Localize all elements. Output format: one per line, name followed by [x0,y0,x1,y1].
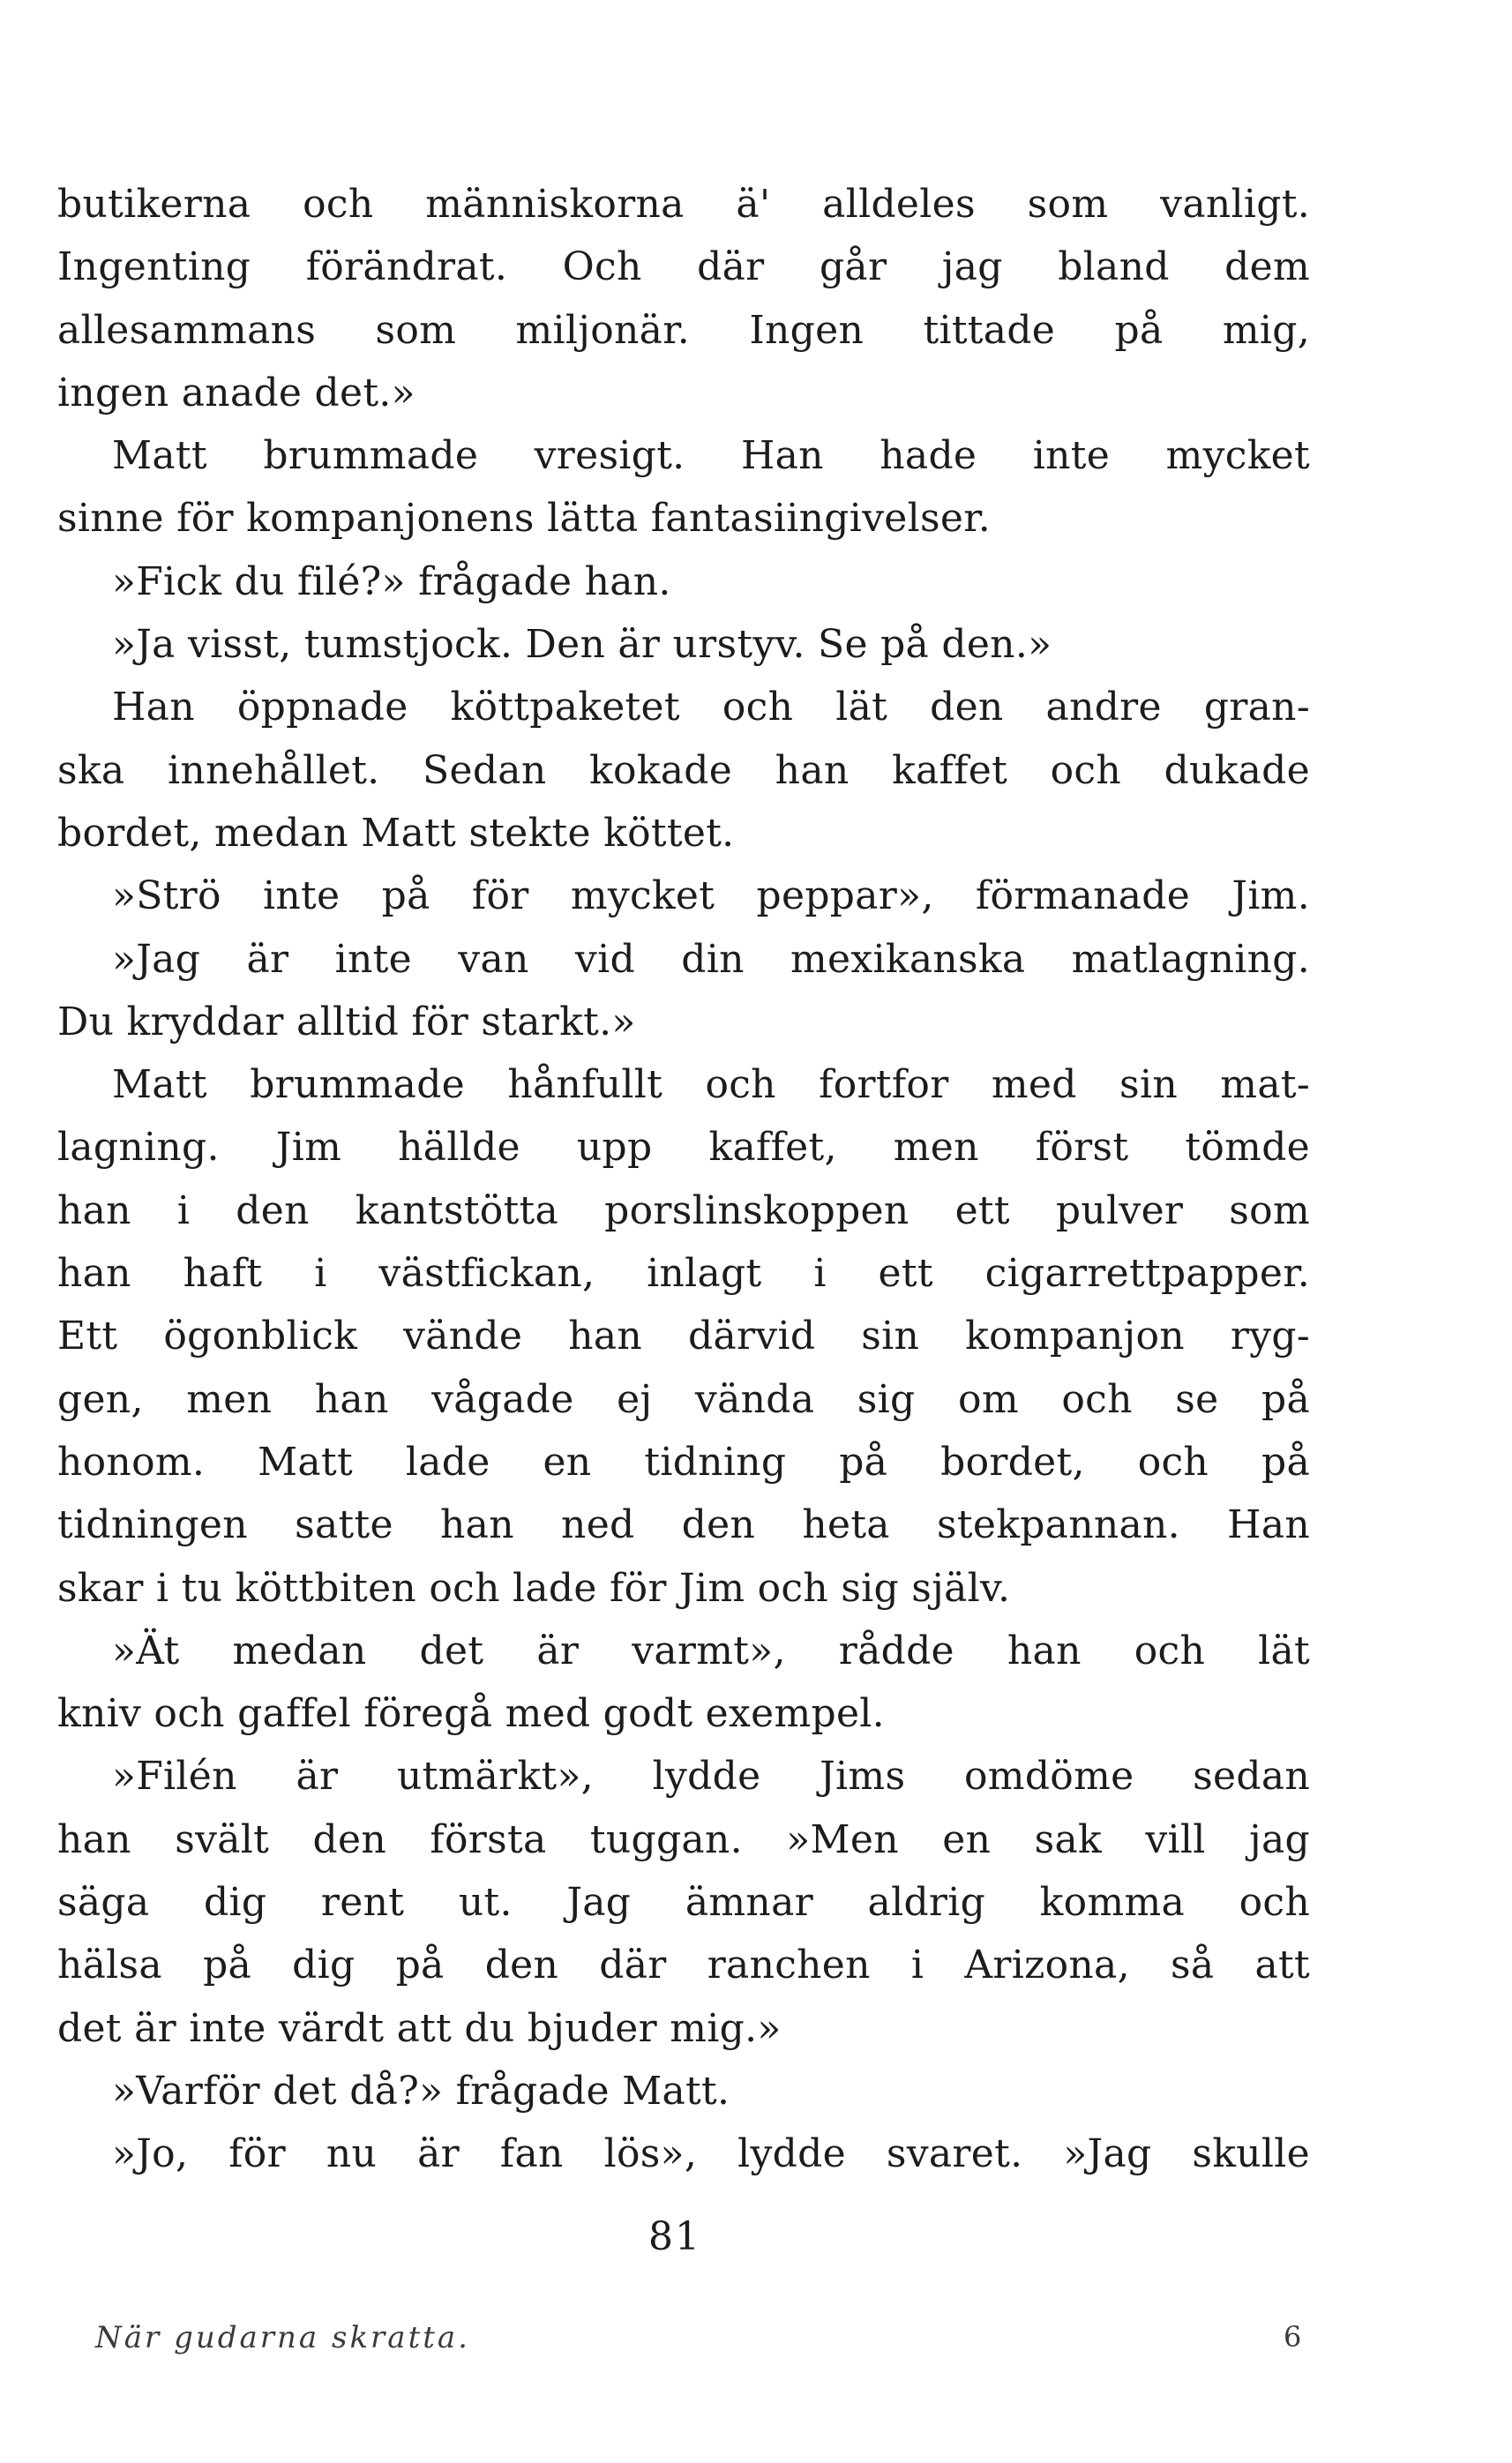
text-line: han haft i västfickan, inlagt i ett cigarrettpapper. [57,1251,1310,1297]
text-line: ska innehållet. Sedan kokade han kaffet och dukade [57,747,1310,793]
text-line: Ingenting förändrat. Och där går jag bland dem [57,244,1310,290]
text-line: Han öppnade köttpaketet och lät den andre gran- [112,685,1310,730]
text-line: »Fick du filé?» frågade han. [112,558,671,604]
text-line: Ett ögonblick vände han därvid sin kompanjon ryg- [57,1314,1310,1359]
text-line: skar i tu köttbiten och lade för Jim och sig själv. [57,1565,1011,1611]
text-line: tidningen satte han ned den heta stekpannan. Han [57,1502,1310,1548]
text-line: säga dig rent ut. Jag ämnar aldrig komma och [57,1880,1310,1926]
text-line: hälsa på dig på den där ranchen i Arizona, så att [57,1943,1310,1988]
text-line: »Ät medan det är varmt», rådde han och lät [112,1628,1310,1673]
text-line: gen, men han vågade ej vända sig om och se på [57,1376,1310,1422]
text-line: Du kryddar alltid för starkt.» [57,999,636,1044]
text-line: »Filén är utmärkt», lydde Jims omdöme sedan [112,1754,1310,1800]
text-line: »Ja visst, tumstjock. Den är urstyv. Se på den.» [112,622,1052,668]
text-line: honom. Matt lade en tidning på bordet, och på [57,1439,1310,1485]
text-line: bordet, medan Matt stekte köttet. [57,810,735,856]
text-line: »Varför det då?» frågade Matt. [112,2068,730,2114]
text-line: Matt brummade vresigt. Han hade inte mycket [112,433,1310,479]
text-line: Matt brummade hånfullt och fortfor med sin mat- [112,1062,1310,1108]
text-line: »Strö inte på för mycket peppar», förmanade Jim. [112,873,1310,919]
footer-signature-mark: 6 [1284,2320,1302,2354]
text-line: sinne för kompanjonens lätta fantasiingivelser. [57,496,992,542]
text-line: han svält den första tuggan. »Men en sak vill jag [57,1816,1310,1862]
page-number: 81 [648,2214,701,2259]
text-line: kniv och gaffel föregå med godt exempel. [57,1691,885,1737]
text-line: det är inte värdt att du bjuder mig.» [57,2005,782,2051]
text-line: butikerna och människorna ä' alldeles som vanligt. [57,182,1310,227]
text-line: »Jag är inte van vid din mexikanska matlagning. [112,936,1310,982]
footer-book-title: När gudarna skratta. [95,2320,470,2355]
text-line: ingen anade det.» [57,370,415,415]
text-line: lagning. Jim hällde upp kaffet, men först tömde [57,1125,1310,1171]
body-text [57,173,1310,2186]
text-line: allesammans som miljonär. Ingen tittade på mig, [57,307,1310,353]
text-line: »Jo, för nu är fan lös», lydde svaret. »Jag skulle [112,2131,1310,2177]
text-line: han i den kantstötta porslinskoppen ett pulver som [57,1187,1310,1233]
